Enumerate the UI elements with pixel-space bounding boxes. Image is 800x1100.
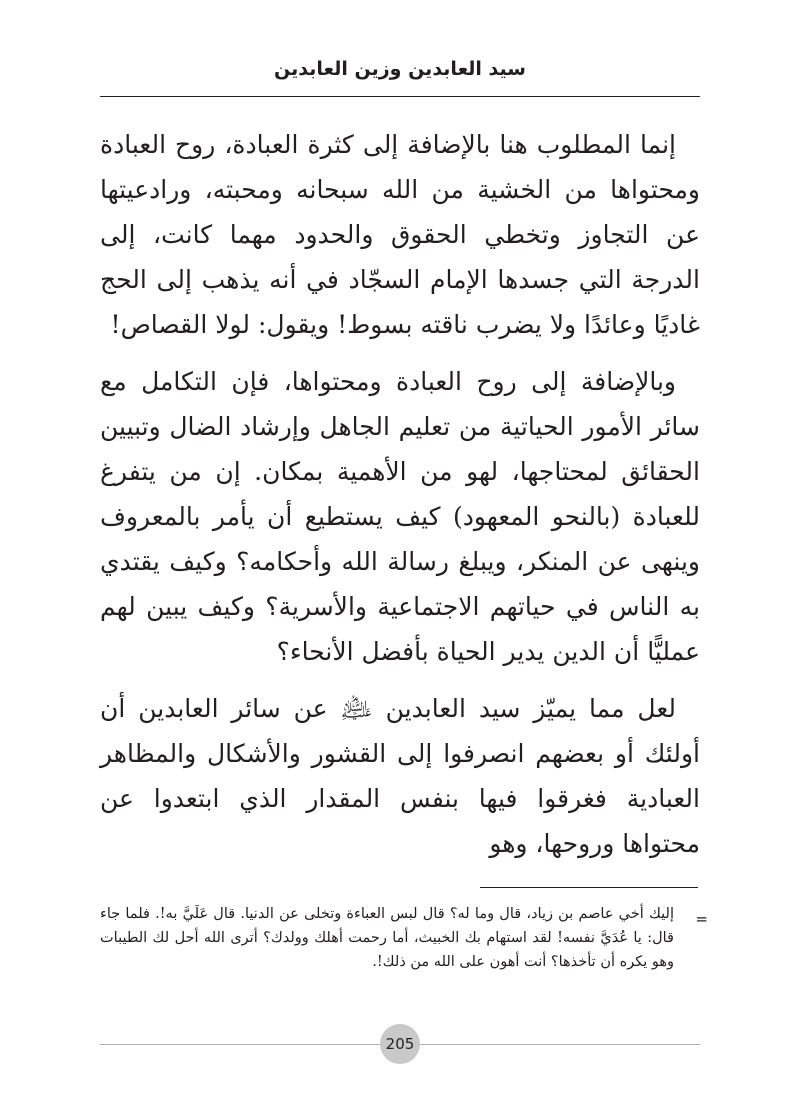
footnote: [100, 902, 708, 974]
running-header: سيد العابدين وزين العابدين: [274, 58, 526, 80]
footnote-continuation-marker: =: [695, 910, 708, 928]
footnote-text: إليك أخي عاصم بن زياد، قال وما له؟ قال لبس العباءة وتخلى عن الدنيا. قال عَلَيَّ به!. فلما جاء قال: يا عُدَيَّ نفسه! لقد استهام بك الخبيث، أما رحمت أهلك وولدك؟ أترى الله أحل لك الطيبات وهو يكره أن تأخذها؟ أنت أهون على الله من ذلك!.: [100, 906, 674, 970]
page-footer: [100, 1023, 700, 1067]
paragraph-3: لعل مما يميّز سيد العابدين ﵇ عن سائر العابدين أن أولئك أو بعضهم انصرفوا إلى القشور والأشكال والمظاهر العبادية فغرقوا فيها بنفس المقدار الذي ابتعدوا عن محتواها وروحها، وهو: [100, 694, 700, 858]
header-divider: [100, 96, 700, 97]
footnote-divider: [480, 887, 698, 888]
paragraph-1: إنما المطلوب هنا بالإضافة إلى كثرة العبادة، روح العبادة ومحتواها من الخشية من الله سبحانه ومحبته، ورادعيتها عن التجاوز وتخطي الحقوق والحدود مهما كانت، إلى الدرجة التي جسدها الإمام السجّاد في أنه يذهب إلى الحج غاديًا وعائدًا ولا يضرب ناقته بسوط! ويقول: لولا القصاص!: [100, 130, 700, 339]
page-number: 205: [380, 1024, 420, 1064]
paragraph-2: وبالإضافة إلى روح العبادة ومحتواها، فإن التكامل مع سائر الأمور الحياتية من تعليم الجاهل وإرشاد الضال وتبيين الحقائق لمحتاجها، لهو من الأهمية بمكان. إن من يتفرغ للعبادة (بالنحو المعهود) كيف يستطيع أن يأمر بالمعروف وينهى عن المنكر، ويبلغ رسالة الله وأحكامه؟ وكيف يقتدي به الناس في حياتهم الاجتماعية والأسرية؟ وكيف يبين لهم عمليًّا أن الدين يدير الحياة بأفضل الأنحاء؟: [100, 367, 700, 666]
main-text: [100, 122, 700, 878]
